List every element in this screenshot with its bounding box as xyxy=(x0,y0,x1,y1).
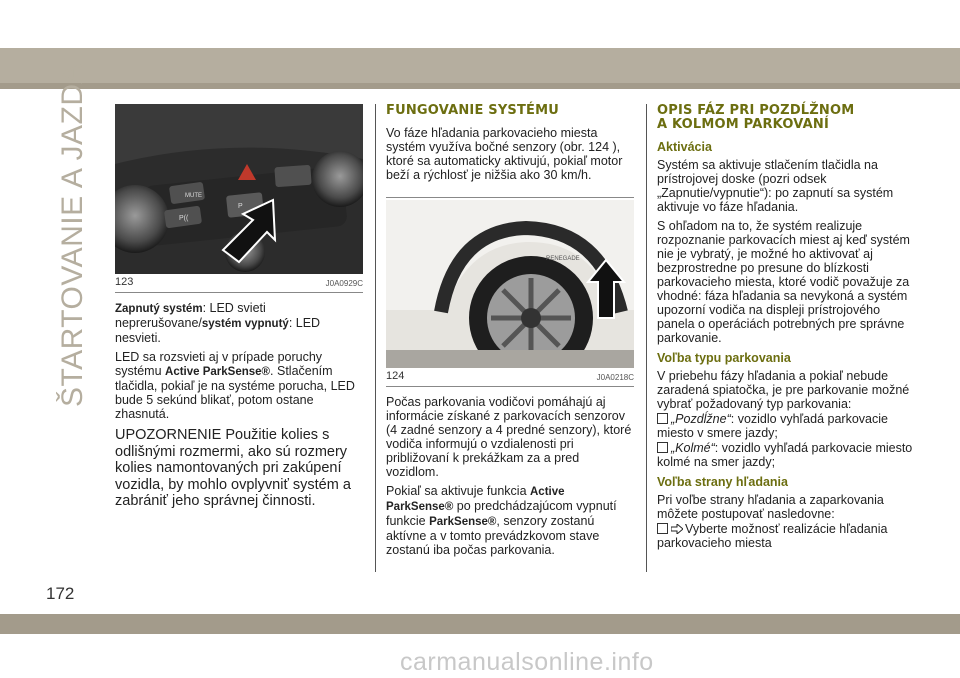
recognition-paragraph: S ohľadom na to, že systém realizuje rozpoznanie parkovacích miest aj keď systém nie je vybratý, je možné ho aktivovať aj bezprostredne po presune do blízkosti parkovacieho miesta, ktoré vodič považuje za vhodné: fáza hľadania sa nevykoná a systém upozorní vodiča na displeji prístrojového panela o operáciách potrebných pre správne parkovanie. xyxy=(657,219,910,345)
sensors-paragraph: Počas parkovania vodičovi pomáhajú aj informácie získané z parkovacích senzorov (4 zadné senzory a 4 predné senzory), ktoré vodiča informujú o vzdialenosti pri približovaní k prekážkam za a pred vozidlom. xyxy=(386,395,632,479)
page-top-margin xyxy=(0,0,960,48)
checkbox-icon xyxy=(657,442,668,453)
list-item-perpendicular xyxy=(657,441,915,469)
search-side-paragraph: Pri voľbe strany hľadania a zaparkovania môžete postupovať nasledovne: xyxy=(657,493,884,521)
active-parksense-term-2: Active ParkSense® xyxy=(386,486,565,513)
footer-band xyxy=(0,614,960,634)
side-section-title xyxy=(53,62,93,408)
system-off-term: systém vypnutý xyxy=(201,318,289,330)
fault-led-text-1: LED sa rozsvieti aj v prípade poruchy systému xyxy=(115,350,323,378)
list-item-parallel xyxy=(657,412,915,440)
perpendicular-text: : vozidlo vyhľadá parkovacie miesto kolmé na smer jazdy; xyxy=(657,441,913,469)
column-1 xyxy=(115,104,363,515)
figure-123-code: J0A0929C xyxy=(325,279,363,288)
checkbox-icon xyxy=(657,523,668,534)
figure-124-code: J0A0218C xyxy=(596,373,634,382)
column-3 xyxy=(657,104,915,555)
vehicle-wheel-illustration xyxy=(386,200,634,368)
column-divider-1 xyxy=(375,104,376,572)
subheading-activation: Aktivácia xyxy=(657,140,712,154)
parallel-text: : vozidlo vyhľadá parkovacie miesto v smere jazdy; xyxy=(657,412,888,440)
figure-124-side-sensor xyxy=(386,200,634,368)
svg-text:P: P xyxy=(238,203,243,210)
figure-123-dashboard-button xyxy=(115,104,363,274)
search-option-text: Vyberte možnosť realizácie hľadania parkovacieho miesta xyxy=(657,522,888,550)
figure-124-number: 124 xyxy=(386,370,405,382)
figure-123-number: 123 xyxy=(115,276,134,288)
section-heading-parking-phases xyxy=(657,104,915,132)
column-2 xyxy=(386,104,634,562)
section-heading-system-operation: FUNGOVANIE SYSTÉMU xyxy=(386,103,560,118)
parksense-text-3: , senzory zostanú aktívne a v tomto prevádzkovom stave zostanú iba počas parkovania. xyxy=(386,514,600,557)
system-on-text: : LED svieti neprerušovane/ xyxy=(115,301,266,330)
page-number: 172 xyxy=(46,584,75,603)
heading-line-1: OPIS FÁZ PRI POZDĹŽNOM xyxy=(657,103,855,118)
heading-line-2: A KOLMOM PARKOVANÍ xyxy=(657,117,830,132)
svg-text:MUTE: MUTE xyxy=(185,193,202,199)
fault-led-text-2: . Stlačením tlačidla, pokiaľ je na systéme porucha, LED bude 5 sekúnd blikať, potom ostane zhasnutá. xyxy=(115,364,355,421)
svg-text:P((: P(( xyxy=(179,215,189,222)
column-divider-2 xyxy=(646,104,647,572)
subheading-search-side: Voľba strany hľadania xyxy=(657,475,788,489)
search-phase-paragraph: Vo fáze hľadania parkovacieho miesta systém využíva bočné senzory (obr. 124 ), ktoré sa automaticky aktivujú, pokiaľ motor beží a rýchlosť je nižšia ako 30 km/h. xyxy=(386,126,623,182)
figure-123-caption xyxy=(115,276,363,293)
svg-text:RENEGADE: RENEGADE xyxy=(546,256,580,262)
activation-paragraph: Systém sa aktivuje stlačením tlačidla na prístrojovej doske (pozri odsek „Zapnutie/vypnutie“): po zapnutí sa systém aktivuje vo fáze hľadania. xyxy=(657,158,894,214)
system-off-text: : LED nesvieti. xyxy=(115,316,321,345)
checkbox-icon xyxy=(657,413,668,424)
parksense-term: ParkSense® xyxy=(429,516,497,528)
parksense-text-2: po predchádzajúcom vypnutí funkcie xyxy=(386,499,617,528)
active-parksense-term: Active ParkSense® xyxy=(165,366,271,378)
fault-led-paragraph xyxy=(115,350,363,421)
watermark-text: carmanualsonline.info xyxy=(400,648,654,676)
parksense-text-1: Pokiaľ sa aktivuje funkcia xyxy=(386,484,530,498)
figure-124-caption xyxy=(386,370,634,387)
list-item-search-option xyxy=(657,522,915,550)
arrow-right-icon xyxy=(671,524,683,534)
dashboard-photo-illustration xyxy=(115,104,363,274)
header-band-line xyxy=(0,83,960,89)
system-status-paragraph xyxy=(115,301,363,345)
warning-paragraph: UPOZORNENIE Použitie kolies s odlišnými rozmermi, ako sú rozmery kolies namontovaných pri zakúpení vozidla, by mohlo ovplyvniť systém a zabrániť jeho správnej činnosti. xyxy=(115,427,351,509)
parallel-term: „Pozdĺžne“ xyxy=(671,412,731,426)
perpendicular-term: „Kolmé“ xyxy=(671,441,715,455)
parking-type-paragraph: V priebehu fázy hľadania a pokiaľ nebude zaradená spiatočka, je pre parkovanie možné vybrať požadovaný typ parkovania: xyxy=(657,369,910,411)
subheading-parking-type: Voľba typu parkovania xyxy=(657,351,791,365)
parksense-paragraph xyxy=(386,484,634,557)
side-section-title-text: ŠTARTOVANIE A JAZDA xyxy=(56,62,89,408)
system-on-term: Zapnutý systém xyxy=(115,303,203,315)
